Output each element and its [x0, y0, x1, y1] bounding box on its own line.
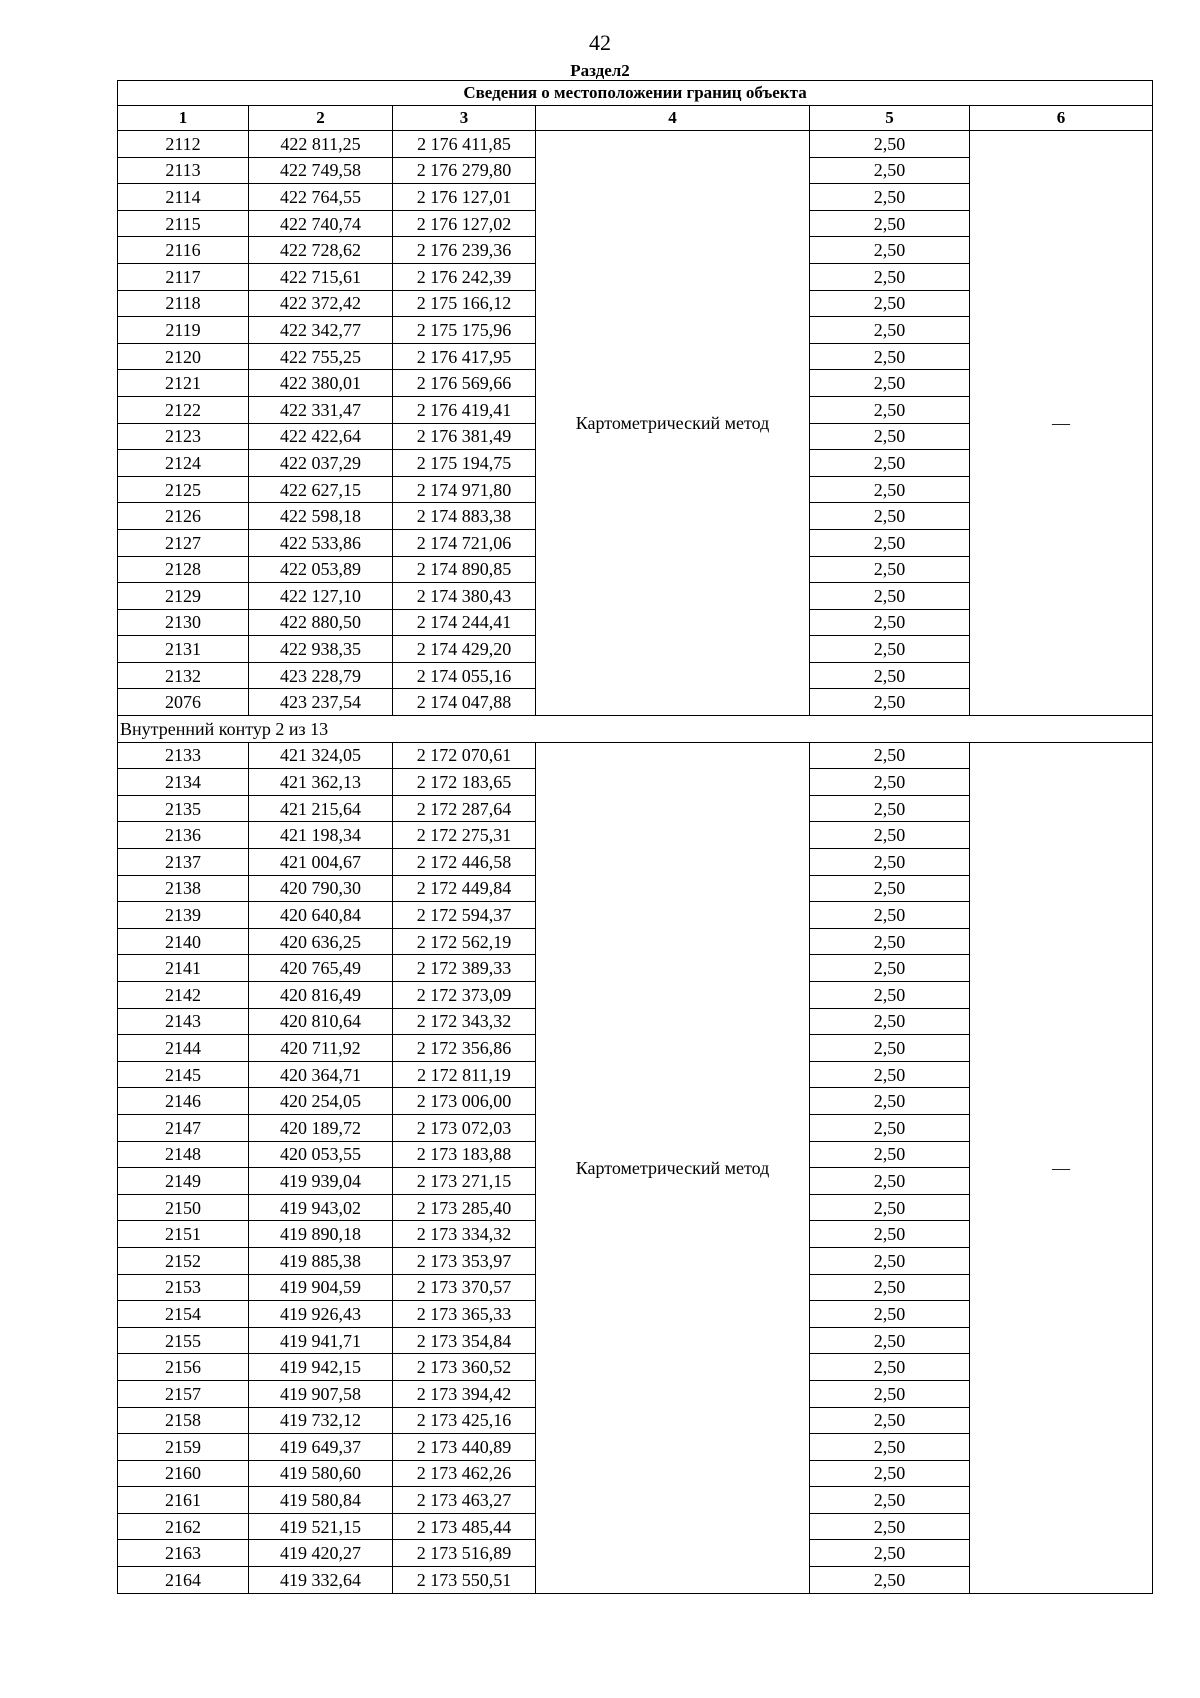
y-coordinate-cell: 2 172 449,84 — [393, 875, 536, 902]
y-coordinate-cell: 2 174 047,88 — [393, 689, 536, 716]
y-coordinate-cell: 2 172 594,37 — [393, 902, 536, 929]
y-coordinate-cell: 2 173 462,26 — [393, 1460, 536, 1487]
y-coordinate-cell: 2 174 244,41 — [393, 609, 536, 636]
boundary-coordinates-table — [117, 80, 1153, 1594]
point-number-cell: 2114 — [118, 184, 249, 211]
y-coordinate-cell: 2 173 516,89 — [393, 1540, 536, 1567]
point-number-cell: 2162 — [118, 1513, 249, 1540]
x-coordinate-cell: 422 755,25 — [249, 343, 393, 370]
x-coordinate-cell: 419 942,15 — [249, 1354, 393, 1381]
accuracy-cell: 2,50 — [810, 1301, 970, 1328]
accuracy-cell: 2,50 — [810, 1247, 970, 1274]
accuracy-cell: 2,50 — [810, 1194, 970, 1221]
point-number-cell: 2124 — [118, 450, 249, 477]
y-coordinate-cell: 2 176 419,41 — [393, 396, 536, 423]
x-coordinate-cell: 419 420,27 — [249, 1540, 393, 1567]
x-coordinate-cell: 422 422,64 — [249, 423, 393, 450]
y-coordinate-cell: 2 173 365,33 — [393, 1301, 536, 1328]
x-coordinate-cell: 421 215,64 — [249, 795, 393, 822]
y-coordinate-cell: 2 176 242,39 — [393, 263, 536, 290]
x-coordinate-cell: 422 342,77 — [249, 317, 393, 344]
x-coordinate-cell: 422 749,58 — [249, 157, 393, 184]
accuracy-cell: 2,50 — [810, 795, 970, 822]
y-coordinate-cell: 2 173 550,51 — [393, 1567, 536, 1594]
accuracy-cell: 2,50 — [810, 210, 970, 237]
column-number-row — [118, 106, 1153, 131]
x-coordinate-cell: 422 598,18 — [249, 503, 393, 530]
y-coordinate-cell: 2 173 354,84 — [393, 1327, 536, 1354]
point-number-cell: 2142 — [118, 982, 249, 1009]
point-number-cell: 2112 — [118, 131, 249, 158]
point-number-cell: 2076 — [118, 689, 249, 716]
x-coordinate-cell: 422 938,35 — [249, 636, 393, 663]
x-coordinate-cell: 422 533,86 — [249, 529, 393, 556]
column-header-6: 6 — [970, 106, 1153, 131]
accuracy-cell: 2,50 — [810, 849, 970, 876]
point-number-cell: 2149 — [118, 1168, 249, 1195]
table-row — [118, 742, 1153, 769]
x-coordinate-cell: 419 732,12 — [249, 1407, 393, 1434]
point-number-cell: 2143 — [118, 1008, 249, 1035]
accuracy-cell: 2,50 — [810, 1221, 970, 1248]
y-coordinate-cell: 2 175 175,96 — [393, 317, 536, 344]
accuracy-cell: 2,50 — [810, 609, 970, 636]
point-number-cell: 2136 — [118, 822, 249, 849]
y-coordinate-cell: 2 173 072,03 — [393, 1114, 536, 1141]
accuracy-cell: 2,50 — [810, 982, 970, 1009]
point-number-cell: 2156 — [118, 1354, 249, 1381]
accuracy-cell: 2,50 — [810, 1327, 970, 1354]
x-coordinate-cell: 420 640,84 — [249, 902, 393, 929]
point-number-cell: 2145 — [118, 1061, 249, 1088]
point-number-cell: 2129 — [118, 583, 249, 610]
accuracy-cell: 2,50 — [810, 476, 970, 503]
x-coordinate-cell: 419 941,71 — [249, 1327, 393, 1354]
point-number-cell: 2134 — [118, 769, 249, 796]
y-coordinate-cell: 2 174 055,16 — [393, 662, 536, 689]
accuracy-cell: 2,50 — [810, 1460, 970, 1487]
accuracy-cell: 2,50 — [810, 317, 970, 344]
point-number-cell: 2117 — [118, 263, 249, 290]
y-coordinate-cell: 2 172 389,33 — [393, 955, 536, 982]
accuracy-cell: 2,50 — [810, 131, 970, 158]
point-number-cell: 2119 — [118, 317, 249, 344]
accuracy-cell: 2,50 — [810, 955, 970, 982]
point-number-cell: 2147 — [118, 1114, 249, 1141]
x-coordinate-cell: 419 521,15 — [249, 1513, 393, 1540]
y-coordinate-cell: 2 176 411,85 — [393, 131, 536, 158]
accuracy-cell: 2,50 — [810, 263, 970, 290]
accuracy-cell: 2,50 — [810, 290, 970, 317]
accuracy-cell: 2,50 — [810, 1567, 970, 1594]
point-number-cell: 2153 — [118, 1274, 249, 1301]
column-header-2: 2 — [249, 106, 393, 131]
x-coordinate-cell: 420 053,55 — [249, 1141, 393, 1168]
x-coordinate-cell: 421 004,67 — [249, 849, 393, 876]
accuracy-cell: 2,50 — [810, 529, 970, 556]
point-number-cell: 2115 — [118, 210, 249, 237]
point-number-cell: 2144 — [118, 1035, 249, 1062]
y-coordinate-cell: 2 175 194,75 — [393, 450, 536, 477]
accuracy-cell: 2,50 — [810, 742, 970, 769]
accuracy-cell: 2,50 — [810, 1168, 970, 1195]
point-number-cell: 2154 — [118, 1301, 249, 1328]
y-coordinate-cell: 2 172 373,09 — [393, 982, 536, 1009]
x-coordinate-cell: 423 237,54 — [249, 689, 393, 716]
x-coordinate-cell: 420 816,49 — [249, 982, 393, 1009]
column-header-3: 3 — [393, 106, 536, 131]
point-number-cell: 2159 — [118, 1434, 249, 1461]
table-row — [118, 131, 1153, 158]
contour-label: Внутренний контур 2 из 13 — [118, 716, 1153, 743]
table-title: Сведения о местоположении границ объекта — [118, 81, 1153, 106]
y-coordinate-cell: 2 172 562,19 — [393, 928, 536, 955]
method-cell: Картометрический метод — [536, 131, 810, 716]
y-coordinate-cell: 2 172 183,65 — [393, 769, 536, 796]
point-number-cell: 2132 — [118, 662, 249, 689]
point-number-cell: 2128 — [118, 556, 249, 583]
y-coordinate-cell: 2 173 370,57 — [393, 1274, 536, 1301]
accuracy-cell: 2,50 — [810, 689, 970, 716]
point-number-cell: 2146 — [118, 1088, 249, 1115]
table-body — [118, 131, 1153, 1594]
accuracy-cell: 2,50 — [810, 1513, 970, 1540]
y-coordinate-cell: 2 174 429,20 — [393, 636, 536, 663]
point-number-cell: 2141 — [118, 955, 249, 982]
accuracy-cell: 2,50 — [810, 1407, 970, 1434]
accuracy-cell: 2,50 — [810, 184, 970, 211]
x-coordinate-cell: 419 943,02 — [249, 1194, 393, 1221]
point-number-cell: 2116 — [118, 237, 249, 264]
x-coordinate-cell: 420 711,92 — [249, 1035, 393, 1062]
accuracy-cell: 2,50 — [810, 769, 970, 796]
point-number-cell: 2150 — [118, 1194, 249, 1221]
y-coordinate-cell: 2 173 353,97 — [393, 1247, 536, 1274]
point-number-cell: 2161 — [118, 1487, 249, 1514]
column-header-1: 1 — [118, 106, 249, 131]
y-coordinate-cell: 2 172 343,32 — [393, 1008, 536, 1035]
accuracy-cell: 2,50 — [810, 157, 970, 184]
x-coordinate-cell: 422 053,89 — [249, 556, 393, 583]
point-number-cell: 2135 — [118, 795, 249, 822]
y-coordinate-cell: 2 176 569,66 — [393, 370, 536, 397]
point-number-cell: 2163 — [118, 1540, 249, 1567]
x-coordinate-cell: 420 364,71 — [249, 1061, 393, 1088]
accuracy-cell: 2,50 — [810, 583, 970, 610]
point-number-cell: 2139 — [118, 902, 249, 929]
accuracy-cell: 2,50 — [810, 343, 970, 370]
point-number-cell: 2130 — [118, 609, 249, 636]
y-coordinate-cell: 2 172 446,58 — [393, 849, 536, 876]
accuracy-cell: 2,50 — [810, 1061, 970, 1088]
accuracy-cell: 2,50 — [810, 636, 970, 663]
method-cell: Картометрический метод — [536, 742, 810, 1593]
accuracy-cell: 2,50 — [810, 1035, 970, 1062]
y-coordinate-cell: 2 172 287,64 — [393, 795, 536, 822]
point-number-cell: 2127 — [118, 529, 249, 556]
x-coordinate-cell: 422 880,50 — [249, 609, 393, 636]
accuracy-cell: 2,50 — [810, 1540, 970, 1567]
accuracy-cell: 2,50 — [810, 556, 970, 583]
accuracy-cell: 2,50 — [810, 1487, 970, 1514]
contour-label-row — [118, 716, 1153, 743]
column-header-5: 5 — [810, 106, 970, 131]
y-coordinate-cell: 2 172 070,61 — [393, 742, 536, 769]
y-coordinate-cell: 2 176 127,02 — [393, 210, 536, 237]
y-coordinate-cell: 2 172 811,19 — [393, 1061, 536, 1088]
accuracy-cell: 2,50 — [810, 1380, 970, 1407]
point-number-cell: 2164 — [118, 1567, 249, 1594]
point-number-cell: 2133 — [118, 742, 249, 769]
x-coordinate-cell: 423 228,79 — [249, 662, 393, 689]
x-coordinate-cell: 420 810,64 — [249, 1008, 393, 1035]
accuracy-cell: 2,50 — [810, 396, 970, 423]
y-coordinate-cell: 2 176 279,80 — [393, 157, 536, 184]
x-coordinate-cell: 422 331,47 — [249, 396, 393, 423]
y-coordinate-cell: 2 172 275,31 — [393, 822, 536, 849]
accuracy-cell: 2,50 — [810, 902, 970, 929]
x-coordinate-cell: 420 765,49 — [249, 955, 393, 982]
x-coordinate-cell: 419 885,38 — [249, 1247, 393, 1274]
y-coordinate-cell: 2 173 485,44 — [393, 1513, 536, 1540]
accuracy-cell: 2,50 — [810, 1141, 970, 1168]
x-coordinate-cell: 420 189,72 — [249, 1114, 393, 1141]
x-coordinate-cell: 419 907,58 — [249, 1380, 393, 1407]
accuracy-cell: 2,50 — [810, 1008, 970, 1035]
x-coordinate-cell: 420 790,30 — [249, 875, 393, 902]
x-coordinate-cell: 419 904,59 — [249, 1274, 393, 1301]
section-title: Раздел2 — [570, 61, 630, 80]
y-coordinate-cell: 2 173 463,27 — [393, 1487, 536, 1514]
x-coordinate-cell: 422 811,25 — [249, 131, 393, 158]
y-coordinate-cell: 2 173 394,42 — [393, 1380, 536, 1407]
accuracy-cell: 2,50 — [810, 370, 970, 397]
y-coordinate-cell: 2 173 285,40 — [393, 1194, 536, 1221]
y-coordinate-cell: 2 172 356,86 — [393, 1035, 536, 1062]
x-coordinate-cell: 419 580,84 — [249, 1487, 393, 1514]
y-coordinate-cell: 2 176 381,49 — [393, 423, 536, 450]
accuracy-cell: 2,50 — [810, 503, 970, 530]
y-coordinate-cell: 2 174 883,38 — [393, 503, 536, 530]
point-number-cell: 2131 — [118, 636, 249, 663]
accuracy-cell: 2,50 — [810, 1354, 970, 1381]
point-number-cell: 2155 — [118, 1327, 249, 1354]
point-number-cell: 2126 — [118, 503, 249, 530]
x-coordinate-cell: 422 627,15 — [249, 476, 393, 503]
accuracy-cell: 2,50 — [810, 423, 970, 450]
y-coordinate-cell: 2 175 166,12 — [393, 290, 536, 317]
x-coordinate-cell: 419 332,64 — [249, 1567, 393, 1594]
point-number-cell: 2121 — [118, 370, 249, 397]
accuracy-cell: 2,50 — [810, 662, 970, 689]
page-number: 42 — [589, 30, 611, 55]
y-coordinate-cell: 2 173 425,16 — [393, 1407, 536, 1434]
y-coordinate-cell: 2 173 271,15 — [393, 1168, 536, 1195]
point-number-cell: 2118 — [118, 290, 249, 317]
x-coordinate-cell: 422 380,01 — [249, 370, 393, 397]
y-coordinate-cell: 2 176 127,01 — [393, 184, 536, 211]
accuracy-cell: 2,50 — [810, 237, 970, 264]
point-number-cell: 2151 — [118, 1221, 249, 1248]
x-coordinate-cell: 419 926,43 — [249, 1301, 393, 1328]
point-number-cell: 2125 — [118, 476, 249, 503]
y-coordinate-cell: 2 174 971,80 — [393, 476, 536, 503]
x-coordinate-cell: 420 254,05 — [249, 1088, 393, 1115]
point-number-cell: 2138 — [118, 875, 249, 902]
y-coordinate-cell: 2 173 334,32 — [393, 1221, 536, 1248]
point-number-cell: 2122 — [118, 396, 249, 423]
x-coordinate-cell: 422 715,61 — [249, 263, 393, 290]
x-coordinate-cell: 419 649,37 — [249, 1434, 393, 1461]
x-coordinate-cell: 421 324,05 — [249, 742, 393, 769]
point-number-cell: 2137 — [118, 849, 249, 876]
accuracy-cell: 2,50 — [810, 1434, 970, 1461]
accuracy-cell: 2,50 — [810, 928, 970, 955]
column-header-4: 4 — [536, 106, 810, 131]
x-coordinate-cell: 422 764,55 — [249, 184, 393, 211]
x-coordinate-cell: 422 037,29 — [249, 450, 393, 477]
point-number-cell: 2140 — [118, 928, 249, 955]
y-coordinate-cell: 2 173 440,89 — [393, 1434, 536, 1461]
column-6-cell: — — [970, 742, 1153, 1593]
x-coordinate-cell: 422 127,10 — [249, 583, 393, 610]
accuracy-cell: 2,50 — [810, 1088, 970, 1115]
y-coordinate-cell: 2 176 417,95 — [393, 343, 536, 370]
x-coordinate-cell: 422 740,74 — [249, 210, 393, 237]
point-number-cell: 2113 — [118, 157, 249, 184]
accuracy-cell: 2,50 — [810, 450, 970, 477]
point-number-cell: 2158 — [118, 1407, 249, 1434]
y-coordinate-cell: 2 174 380,43 — [393, 583, 536, 610]
x-coordinate-cell: 421 198,34 — [249, 822, 393, 849]
point-number-cell: 2152 — [118, 1247, 249, 1274]
x-coordinate-cell: 419 890,18 — [249, 1221, 393, 1248]
y-coordinate-cell: 2 174 890,85 — [393, 556, 536, 583]
x-coordinate-cell: 419 939,04 — [249, 1168, 393, 1195]
y-coordinate-cell: 2 176 239,36 — [393, 237, 536, 264]
point-number-cell: 2123 — [118, 423, 249, 450]
x-coordinate-cell: 422 728,62 — [249, 237, 393, 264]
point-number-cell: 2160 — [118, 1460, 249, 1487]
point-number-cell: 2120 — [118, 343, 249, 370]
point-number-cell: 2148 — [118, 1141, 249, 1168]
y-coordinate-cell: 2 173 183,88 — [393, 1141, 536, 1168]
x-coordinate-cell: 421 362,13 — [249, 769, 393, 796]
point-number-cell: 2157 — [118, 1380, 249, 1407]
accuracy-cell: 2,50 — [810, 1274, 970, 1301]
y-coordinate-cell: 2 174 721,06 — [393, 529, 536, 556]
x-coordinate-cell: 422 372,42 — [249, 290, 393, 317]
y-coordinate-cell: 2 173 360,52 — [393, 1354, 536, 1381]
column-6-cell: — — [970, 131, 1153, 716]
accuracy-cell: 2,50 — [810, 1114, 970, 1141]
accuracy-cell: 2,50 — [810, 822, 970, 849]
y-coordinate-cell: 2 173 006,00 — [393, 1088, 536, 1115]
x-coordinate-cell: 420 636,25 — [249, 928, 393, 955]
x-coordinate-cell: 419 580,60 — [249, 1460, 393, 1487]
accuracy-cell: 2,50 — [810, 875, 970, 902]
